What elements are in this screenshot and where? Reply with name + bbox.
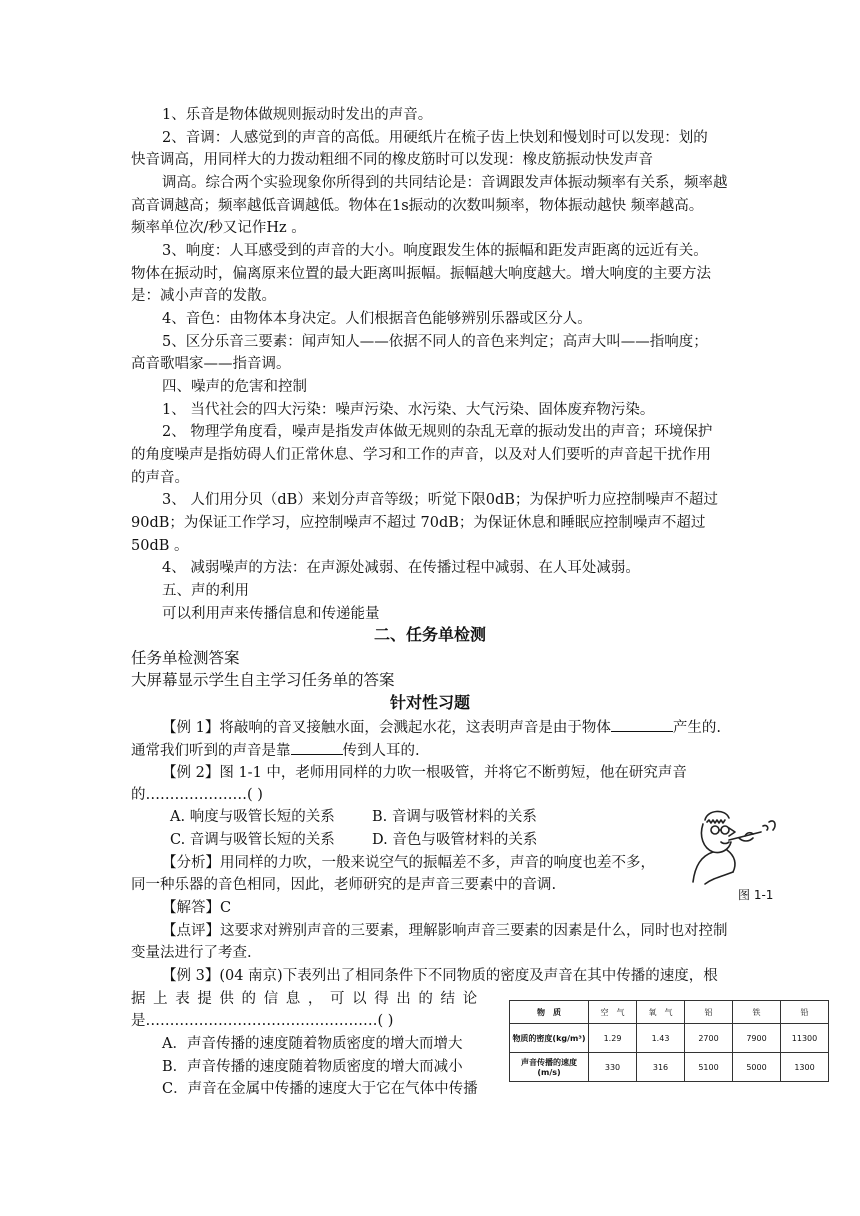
option-d: D. 音色与吸管材料的关系 xyxy=(372,832,538,848)
table-cell: 铁 xyxy=(733,1001,781,1024)
answer-heading: 任务单检测答案 xyxy=(131,649,240,667)
text-line: 物体在振动时，偏离原来位置的最大距离叫振幅。振幅越大响度越大。增大响度的主要方法 xyxy=(131,266,711,282)
table-cell: 物 质 xyxy=(510,1001,589,1024)
answer-description: 大屏幕显示学生自主学习任务单的答案 xyxy=(131,671,395,689)
option-a: A. 响度与吸管长短的关系 xyxy=(170,809,335,825)
table-cell: 1300 xyxy=(781,1053,829,1082)
example-1-line xyxy=(131,739,420,762)
analysis-text: 【分析】用同样的力吹，一般来说空气的振幅差不多，声音的响度也差不多， xyxy=(162,855,655,871)
text-line: 可以利用声来传播信息和传递能量 xyxy=(162,606,380,622)
example-1-line xyxy=(162,716,721,739)
analysis-text: 同一种乐器的音色相同，因此，老师研究的是声音三要素中的音调. xyxy=(131,877,557,893)
text-line: 3、响度：人耳感受到的声音的大小。响度跟发生体的振幅和距发声距离的远近有关。 xyxy=(162,243,708,259)
teacher-blowing-straw-illustration xyxy=(683,806,783,888)
answer-text: 【解答】C xyxy=(162,900,232,916)
text-line: 1、 当代社会的四大污染：噪声污染、水污染、大气污染、固体废弃物污染。 xyxy=(162,402,655,418)
text-line: 2、 物理学角度看，噪声是指发声体做无规则的杂乱无章的振动发出的声音；环境保护 xyxy=(162,424,713,440)
text-line: 90dB；为保证工作学习，应控制噪声不超过 70dB；为保证休息和睡眠应控制噪声不超过 xyxy=(131,515,706,531)
table-cell: 5000 xyxy=(733,1053,781,1082)
comment-text: 【点评】这要求对辨别声音的三要素，理解影响声音三要素的因素是什么，同时也对控制 xyxy=(162,923,728,939)
table-row xyxy=(510,1024,829,1053)
example-3-question: 据 上 表 提 供 的 信 息 ， 可 以 得 出 的 结 论 xyxy=(131,991,478,1007)
table-cell: 7900 xyxy=(733,1024,781,1053)
table-cell: 空 气 xyxy=(589,1001,637,1024)
answer-blank xyxy=(611,716,673,732)
text-line: 是：减小声音的发散。 xyxy=(131,288,276,304)
text-line: 2、音调：人感觉到的声音的高低。用硬纸片在梳子齿上快划和慢划时可以发现：划的 xyxy=(162,130,708,146)
text-line: 3、 人们用分贝（dB）来划分声音等级；听觉下限0dB；为保护听力应控制噪声不超过 xyxy=(162,492,718,508)
text-line: 高音调越高；频率越低音调越低。物体在1s振动的次数叫频率，物体振动越快 频率越高。 xyxy=(131,198,704,214)
option-c: C. 音调与吸管长短的关系 xyxy=(170,832,335,848)
exercise-title: 针对性习题 xyxy=(389,693,470,712)
option-a: A．声音传播的速度随着物质密度的增大而增大 xyxy=(162,1036,463,1052)
text-line: 4、 减弱噪声的方法：在声源处减弱、在传播过程中减弱、在人耳处减弱。 xyxy=(162,560,640,576)
example-2-question: 的…………………( ) xyxy=(131,787,263,803)
example-1-text: 【例 1】将敲响的音叉接触水面，会溅起水花，这表明声音是由于物体 xyxy=(162,720,611,736)
text-line: 高音歌唱家——指音调。 xyxy=(131,356,291,372)
example-3-question: 【例 3】(04 南京)下表列出了相同条件下不同物质的密度及声音在其中传播的速度，根 xyxy=(162,968,718,984)
example-2-question: 【例 2】图 1-1 中，老师用同样的力吹一根吸管，并将它不断剪短，他在研究声音 xyxy=(162,765,687,781)
text-line: 频率单位次/秒又记作Hz 。 xyxy=(131,220,306,236)
table-row xyxy=(510,1001,829,1024)
comment-text: 变量法进行了考查. xyxy=(131,945,252,961)
text-line: 5、区分乐音三要素：闻声知人——依据不同人的音色来判定；高声大叫——指响度； xyxy=(162,334,708,350)
text-line: 调高。综合两个实验现象你所得到的共同结论是：音调跟发声体振动频率有关系，频率越 xyxy=(162,175,728,191)
text-line: 的声音。 xyxy=(131,470,189,486)
table-cell: 330 xyxy=(589,1053,637,1082)
option-b: B．声音传播的速度随着物质密度的增大而减小 xyxy=(162,1059,463,1075)
text-line: 快音调高，用同样大的力拨动粗细不同的橡皮筋时可以发现：橡皮筋振动快发声音 xyxy=(131,152,653,168)
table-row xyxy=(510,1053,829,1082)
text-line: 50dB 。 xyxy=(131,538,189,554)
example-3-question: 是…………………………………………( ) xyxy=(131,1013,394,1029)
text-line: 的角度噪声是指妨碍人们正常休息、学习和工作的声音，以及对人们要听的声音起干扰作用 xyxy=(131,447,711,463)
table-cell: 2700 xyxy=(685,1024,733,1053)
table-cell: 316 xyxy=(637,1053,685,1082)
example-1-text: 通常我们听到的声音是靠 xyxy=(131,743,291,759)
table-cell: 铅 xyxy=(781,1001,829,1024)
table-cell: 声音传播的速度(m/s) xyxy=(510,1053,589,1082)
section-heading: 五、声的利用 xyxy=(162,583,249,599)
section-heading: 四、噪声的危害和控制 xyxy=(162,379,307,395)
table-cell: 氧 气 xyxy=(637,1001,685,1024)
example-1-text: 产生的. xyxy=(672,720,721,736)
density-speed-table xyxy=(509,1000,829,1082)
answer-blank xyxy=(291,739,343,755)
table-cell: 物质的密度(kg/m³) xyxy=(510,1024,589,1053)
table-cell: 5100 xyxy=(685,1053,733,1082)
table-cell: 1.43 xyxy=(637,1024,685,1053)
example-1-text: 传到人耳的. xyxy=(342,743,420,759)
option-b: B. 音调与吸管材料的关系 xyxy=(372,809,537,825)
text-line: 1、乐音是物体做规则振动时发出的声音。 xyxy=(162,107,433,123)
table-cell: 1.29 xyxy=(589,1024,637,1053)
text-line: 4、音色：由物体本身决定。人们根据音色能够辨别乐器或区分人。 xyxy=(162,311,592,327)
figure-caption: 图 1-1 xyxy=(738,888,774,902)
section-title: 二、任务单检测 xyxy=(373,625,486,644)
table-cell: 11300 xyxy=(781,1024,829,1053)
table-cell: 铝 xyxy=(685,1001,733,1024)
option-c: C．声音在金属中传播的速度大于它在气体中传播 xyxy=(162,1081,478,1097)
